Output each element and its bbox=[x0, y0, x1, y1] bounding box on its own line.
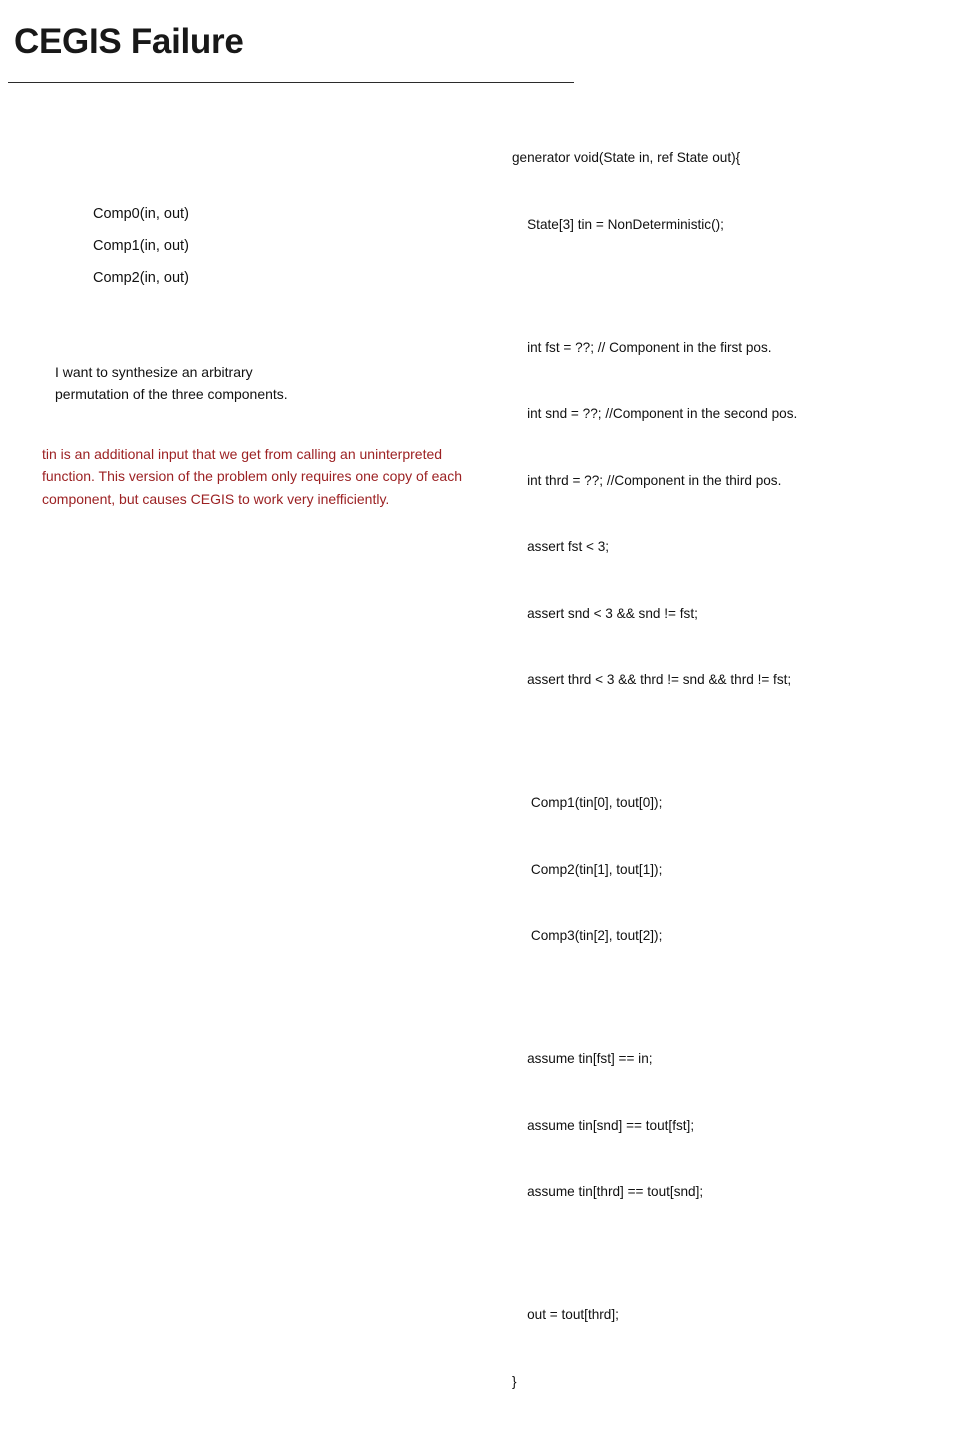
intent-note-line-1: I want to synthesize an arbitrary bbox=[55, 364, 253, 380]
title-divider bbox=[8, 82, 574, 83]
code-line: assert snd < 3 && snd != fst; bbox=[512, 605, 698, 621]
code-line: int thrd = ??; //Component in the third pos. bbox=[512, 472, 782, 488]
code-line: Comp2(tin[1], tout[1]); bbox=[512, 861, 663, 877]
code-line-blank bbox=[512, 992, 797, 1004]
code-line-blank bbox=[512, 280, 797, 292]
explanation-note: tin is an additional input that we get from calling an uninterpreted function. This version of the problem only requires one copy of each component, but causes CEGIS to work very inefficiently. bbox=[42, 446, 462, 507]
intent-note-line-2: permutation of the three components. bbox=[55, 385, 288, 402]
list-item: Comp1(in, out) bbox=[93, 238, 189, 254]
code-line: int fst = ??; // Component in the first pos. bbox=[512, 339, 772, 355]
page-title: CEGIS Failure bbox=[14, 22, 244, 61]
code-block bbox=[512, 103, 797, 1437]
code-line: assert thrd < 3 && thrd != snd && thrd != fst; bbox=[512, 672, 792, 688]
intent-note bbox=[55, 362, 288, 405]
code-line: generator void(State in, ref State out){ bbox=[512, 150, 741, 166]
code-line: State[3] tin = NonDeterministic(); bbox=[512, 216, 724, 232]
code-line: assert fst < 3; bbox=[512, 539, 610, 555]
code-line-blank bbox=[512, 1248, 797, 1260]
code-line: assume tin[fst] == in; bbox=[512, 1051, 653, 1067]
code-line: assume tin[thrd] == tout[snd]; bbox=[512, 1184, 704, 1200]
list-item: Comp0(in, out) bbox=[93, 206, 189, 222]
code-line: assume tin[snd] == tout[fst]; bbox=[512, 1117, 695, 1133]
component-list bbox=[93, 206, 189, 302]
code-line: Comp1(tin[0], tout[0]); bbox=[512, 795, 663, 811]
code-line: Comp3(tin[2], tout[2]); bbox=[512, 928, 663, 944]
code-line-blank bbox=[512, 736, 797, 748]
code-line: out = tout[thrd]; bbox=[512, 1307, 619, 1323]
code-line: } bbox=[512, 1373, 517, 1389]
code-line: int snd = ??; //Component in the second pos. bbox=[512, 406, 798, 422]
list-item: Comp2(in, out) bbox=[93, 270, 189, 286]
